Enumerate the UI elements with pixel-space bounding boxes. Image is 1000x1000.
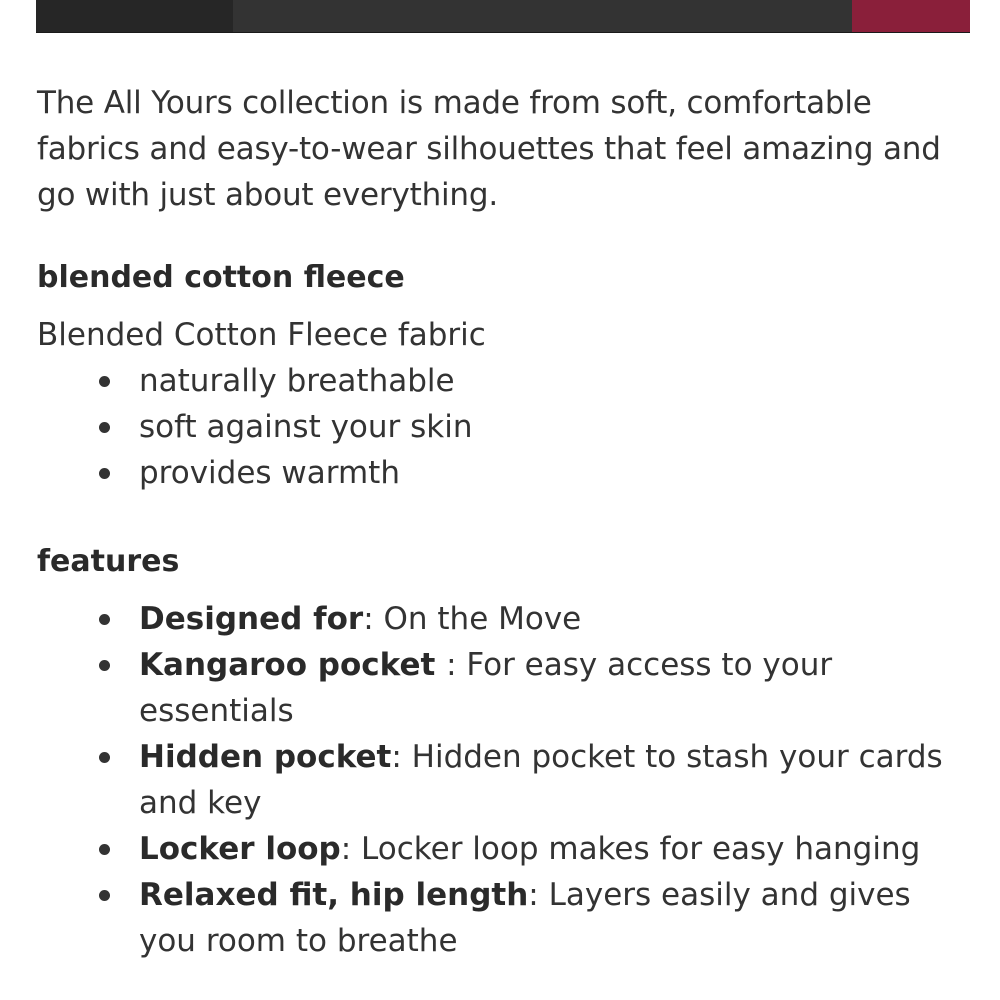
tab-right-accent[interactable]: [852, 0, 970, 32]
bullet-icon: [99, 422, 110, 433]
feature-text: : For easy access to your essentials: [139, 647, 833, 729]
bullet-icon: [99, 844, 110, 855]
fabric-benefits-list: [37, 358, 967, 496]
feature-text: : Hidden pocket to stash your cards and key: [139, 739, 943, 821]
benefit-text: naturally breathable: [139, 363, 455, 399]
features-heading: features: [37, 544, 180, 579]
feature-label: Hidden pocket: [139, 739, 392, 775]
fabric-heading: blended cotton fleece: [37, 260, 405, 295]
feature-label: Kangaroo pocket: [139, 647, 447, 683]
bullet-icon: [99, 468, 110, 479]
intro-paragraph: The All Yours collection is made from soft, comfortable fabrics and easy-to-wear silhouettes that feel amazing and go with just about everything.: [37, 85, 941, 213]
feature-label: Designed for: [139, 601, 364, 637]
tab-left[interactable]: [36, 0, 233, 32]
bullet-icon: [99, 890, 110, 901]
benefit-text: provides warmth: [139, 455, 400, 491]
feature-text: : On the Move: [363, 601, 582, 637]
bullet-icon: [99, 376, 110, 387]
list-item: [139, 734, 967, 826]
list-item: [139, 872, 967, 964]
list-item: [139, 450, 967, 496]
product-description: [37, 80, 967, 964]
list-item: [139, 642, 967, 734]
bullet-icon: [99, 752, 110, 763]
bullet-icon: [99, 614, 110, 625]
list-item: [139, 826, 967, 872]
fabric-name: Blended Cotton Fleece fabric: [37, 317, 486, 353]
feature-text: : Layers easily and gives you room to breathe: [139, 877, 911, 959]
list-item: [139, 358, 967, 404]
list-item: [139, 596, 967, 642]
benefit-text: soft against your skin: [139, 409, 473, 445]
tab-bar: [36, 0, 970, 33]
bullet-icon: [99, 660, 110, 671]
feature-text: : Locker loop makes for easy hanging: [340, 831, 921, 867]
feature-label: Locker loop: [139, 831, 341, 867]
feature-label: Relaxed fit, hip length: [139, 877, 529, 913]
features-list: [37, 596, 967, 964]
tab-middle[interactable]: [233, 0, 852, 32]
list-item: [139, 404, 967, 450]
